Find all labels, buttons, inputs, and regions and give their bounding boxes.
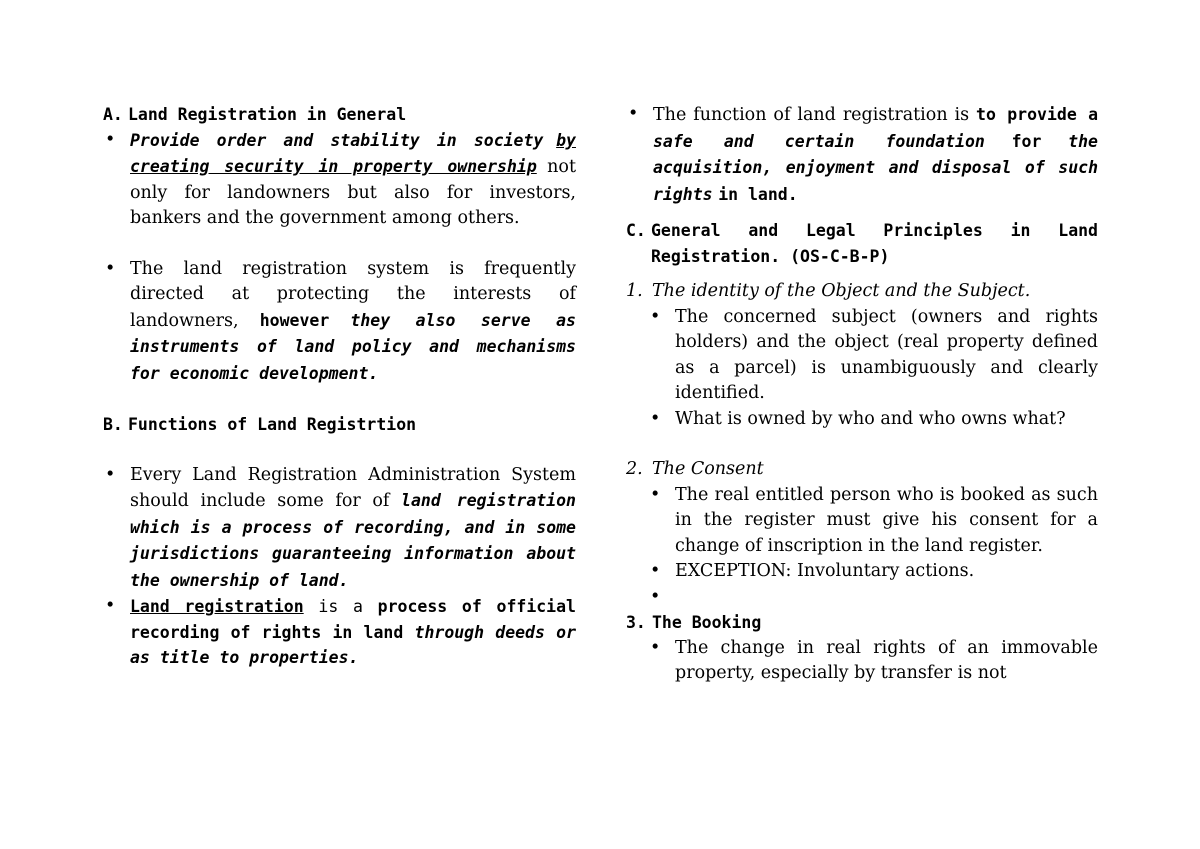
section-b-title: Functions of Land Registrtion [128, 415, 417, 434]
principle-3-text: The Booking [652, 613, 762, 632]
principle-1-bullet-1: The concerned subject (owners and rights holders) and the object (real property defined as a parcel) is unambiguously and clearly identified. [675, 306, 1098, 403]
principle-2-number: 2. [626, 459, 643, 479]
principle-2-bullet-3 [675, 585, 1098, 611]
bold-italic-text: the acquisition, enjoyment and disposal of such rights [653, 131, 1098, 204]
section-c-letter: C. [626, 221, 646, 240]
principle-3-title [626, 610, 1098, 636]
principle-1-text: The identity of the Object and the Subject. [652, 281, 1031, 301]
section-a-bullet-2 [130, 257, 576, 388]
bullet-dot-icon: • [105, 596, 116, 616]
principle-3-number: 3. [626, 613, 646, 632]
bold-italic-text: safe and certain foundation [653, 131, 985, 151]
bullet-dot-icon: • [650, 408, 661, 429]
list-item [648, 407, 1098, 433]
bullet-dot-icon: • [650, 306, 661, 327]
bullet-dot-icon: • [628, 104, 639, 124]
function-bullet [653, 102, 1098, 208]
bullet-dot-icon: • [650, 637, 661, 658]
section-c-heading [626, 218, 1098, 269]
list-item [103, 463, 576, 595]
section-b-bullet-2 [130, 594, 576, 671]
bold-italic-text: land registration which is a process of recording, and in some jurisdictions guaranteeing information about the ownership of land. [130, 491, 576, 590]
principle-1-bullet-2: What is owned by who and who owns what? [675, 408, 1066, 429]
section-a-bullet-1 [130, 128, 576, 232]
plain-text: The function of land registration is [653, 105, 977, 125]
list-item [103, 257, 576, 388]
list-item [103, 594, 576, 671]
bullet-dot-icon: • [105, 258, 116, 279]
bullet-dot-icon: • [105, 129, 116, 150]
principle-1-title [626, 279, 1098, 305]
principle-1-number: 1. [626, 281, 643, 301]
list-item [103, 128, 576, 232]
bullet-dot-icon: • [650, 586, 661, 607]
section-a-title: Land Registration in General [128, 105, 407, 124]
principle-2-bullet-1: The real entitled person who is booked as such in the register must give his consent for a change of inscription in the land register. [675, 484, 1098, 556]
principle-2-title [626, 457, 1098, 483]
section-b-bullet-1 [130, 463, 576, 595]
list-item [648, 585, 1098, 611]
plain-text: not only for landowners but also for investors, bankers and the government among others. [130, 157, 577, 228]
section-c-title-text: General and Legal Principles in Land Registration. [651, 221, 1098, 266]
bullet-dot-icon: • [105, 464, 116, 485]
section-b-letter: B. [103, 415, 123, 434]
left-column [103, 102, 576, 671]
principle-3-bullet-1: The change in real rights of an immovable property, especially by transfer is not [675, 637, 1098, 683]
bold-text: however [259, 310, 330, 330]
section-c-code: (OS-C-B-P) [790, 246, 890, 266]
section-a-heading [103, 102, 576, 128]
principle-2-bullet-2: EXCEPTION: Involuntary actions. [675, 561, 975, 581]
underlined-text: Land registration [130, 597, 304, 616]
list-item [648, 636, 1098, 687]
bold-italic-text: Provide order and stability in society [130, 130, 544, 150]
underlined-text: by creating security in property ownership [130, 130, 576, 176]
bullet-dot-icon: • [650, 484, 661, 505]
list-item [648, 483, 1098, 560]
list-item [648, 305, 1098, 407]
plain-text: Every Land Registration Administration System should include some for of [130, 464, 576, 511]
plain-text: The land registration system is frequently directed at protecting the interests of landowners, [130, 258, 576, 331]
bullet-dot-icon: • [650, 561, 661, 581]
bold-italic-text: they also serve as instruments of land policy and mechanisms for economic development. [130, 310, 576, 383]
list-item [648, 559, 1098, 585]
bold-italic-text: through deeds or as title to properties. [130, 622, 576, 667]
bold-text: process of official recording of rights in land [130, 597, 576, 642]
section-b-heading [103, 412, 576, 438]
bold-text: in land. [718, 184, 798, 204]
list-item [626, 102, 1098, 208]
principle-2-text: The Consent [652, 459, 764, 479]
bold-text: for [1011, 131, 1042, 151]
section-c-title [651, 218, 1098, 269]
bold-text: to provide a [976, 105, 1098, 124]
plain-text: is a [303, 597, 378, 616]
right-column [626, 102, 1098, 687]
section-a-letter: A. [103, 105, 123, 124]
